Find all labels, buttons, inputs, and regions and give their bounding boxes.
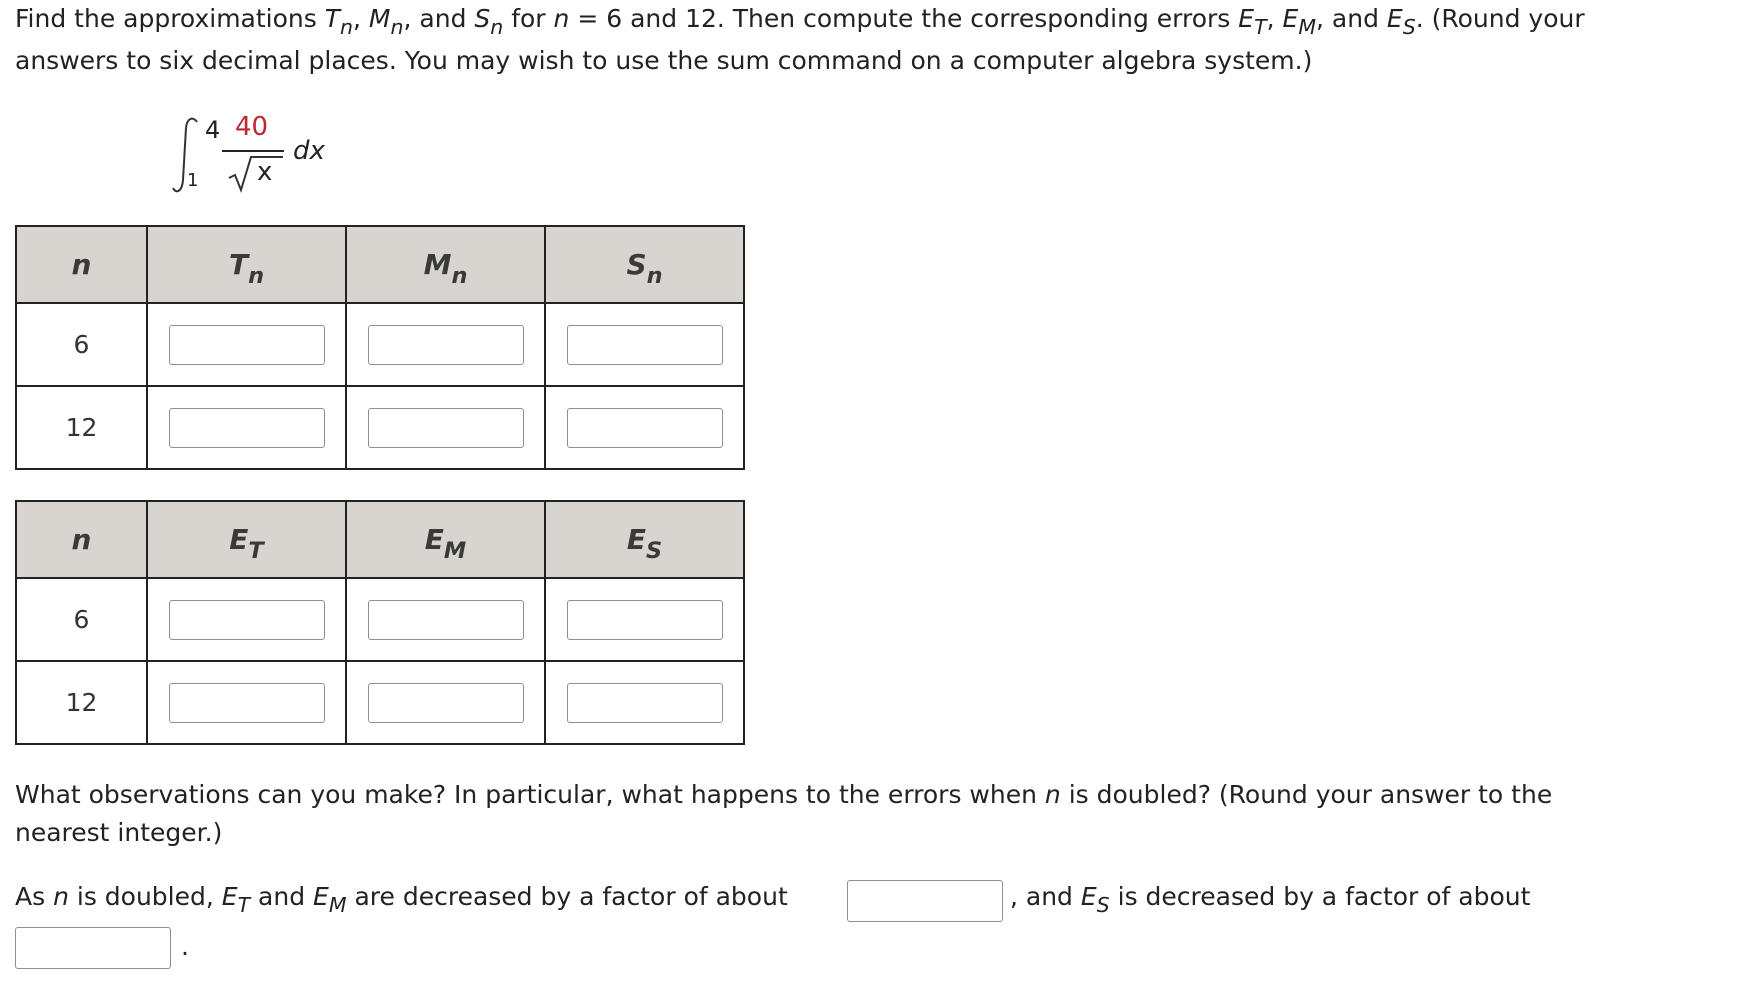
header-sub-S: S [646,537,663,564]
fraction-bar [222,150,284,152]
header-T-letter: T [228,248,249,281]
header-ET [147,501,346,578]
cell-ES12 [545,661,744,744]
factor-input-simpson[interactable] [15,927,171,969]
cell-EM6 [346,578,545,661]
comma: , [353,4,369,33]
answer-input-EM12[interactable] [368,683,524,723]
cell-T6 [147,303,346,386]
cell-EM12 [346,661,545,744]
header-sub-n: n [646,262,663,289]
answer-decreased-single: is decreased by a factor of about [1109,882,1531,911]
var-E: E [1282,4,1299,33]
sub-T: T [237,893,251,918]
header-Mn [346,226,545,303]
sub-n: n [490,15,504,40]
answer-input-M6[interactable] [368,325,524,365]
header-sub-n: n [248,262,265,289]
question-text-2: is doubled? (Round your answer to the [1060,780,1553,809]
answer-input-S6[interactable] [567,325,723,365]
cell-M12 [346,386,545,469]
var-E: E [1386,4,1403,33]
var-E: E [313,882,329,911]
table-row [16,303,744,386]
answer-input-S12[interactable] [567,408,723,448]
header-E-letter: E [229,523,249,556]
square-root-icon [227,154,285,194]
and-text: and [1331,4,1387,33]
table-header-row [16,226,744,303]
var-M: M [368,4,391,33]
header-n: n [16,226,147,303]
intro-line2: answers to six decimal places. You may wish to use the sum command on a computer algebra system.) [15,46,1313,75]
integral-differential: dx [293,136,325,166]
integrand-numerator: 40 [235,112,269,142]
sub-S: S [1402,15,1416,40]
var-n: n [53,882,69,911]
sub-T: T [1254,15,1267,40]
var-S: S [474,4,491,33]
table-header-row [16,501,744,578]
header-EM [346,501,545,578]
var-T: T [324,4,341,33]
answer-doubled: is doubled, [68,882,222,911]
answer-comma-and: , and [1010,882,1081,911]
answer-sentence [15,876,788,918]
answer-input-T6[interactable] [169,325,325,365]
sub-n: n [340,15,354,40]
intro-text: Find the approximations [15,4,325,33]
header-E-letter: E [424,523,444,556]
approximations-table [15,225,745,470]
var-n: n [1044,780,1061,809]
header-sub-M: M [443,537,467,564]
sub-S: S [1096,893,1110,918]
comma: , [1266,4,1283,33]
header-Sn [545,226,744,303]
cell-ES6 [545,578,744,661]
answer-input-ES6[interactable] [567,600,723,640]
var-E: E [1238,4,1255,33]
row-n-value: 6 [16,303,147,386]
cell-T12 [147,386,346,469]
header-S-letter: S [626,248,647,281]
comma: , [1316,4,1332,33]
sub-n: n [390,15,404,40]
header-ES [545,501,744,578]
header-E-letter: E [626,523,646,556]
sub-M: M [1298,15,1316,40]
integral-upper-limit: 4 [205,116,221,144]
cell-S12 [545,386,744,469]
round-text: . (Round your [1415,4,1585,33]
header-sub-n: n [451,262,468,289]
answer-decreased-plural: are decreased by a factor of about [346,882,788,911]
table-row [16,578,744,661]
equals-text: = 6 and 12. Then compute the corresponding errors [569,4,1239,33]
cell-M6 [346,303,545,386]
answer-as: As [15,882,54,911]
factor-input-trap-mid[interactable] [847,880,1003,922]
header-Tn [147,226,346,303]
row-n-value: 12 [16,386,147,469]
question-text-1: What observations can you make? In particular, what happens to the errors when [15,780,1045,809]
errors-table [15,500,745,745]
answer-sentence-cont [1010,876,1530,918]
sub-M: M [328,893,347,918]
answer-period: . [181,932,189,961]
answer-input-ET12[interactable] [169,683,325,723]
table-row [16,386,744,469]
answer-input-EM6[interactable] [368,600,524,640]
table-row [16,661,744,744]
integral-lower-limit: 1 [187,170,199,191]
header-sub-T: T [248,537,264,564]
integrand-denominator-var: x [257,157,273,187]
answer-input-ES12[interactable] [567,683,723,723]
var-E: E [221,882,238,911]
observation-question [15,776,1552,852]
answer-input-T12[interactable] [169,408,325,448]
problem-statement [15,0,1585,82]
cell-S6 [545,303,744,386]
answer-input-ET6[interactable] [169,600,325,640]
var-E: E [1080,882,1097,911]
header-n: n [16,501,147,578]
row-n-value: 6 [16,578,147,661]
and-text: and [250,882,314,911]
cell-ET6 [147,578,346,661]
for-text: for [503,4,554,33]
header-M-letter: M [423,248,452,281]
question-line2: nearest integer.) [15,818,223,847]
cell-ET12 [147,661,346,744]
integral-expression [165,100,365,200]
comma: , [403,4,420,33]
var-n: n [553,4,570,33]
and-text: and [419,4,475,33]
answer-input-M12[interactable] [368,408,524,448]
row-n-value: 12 [16,661,147,744]
